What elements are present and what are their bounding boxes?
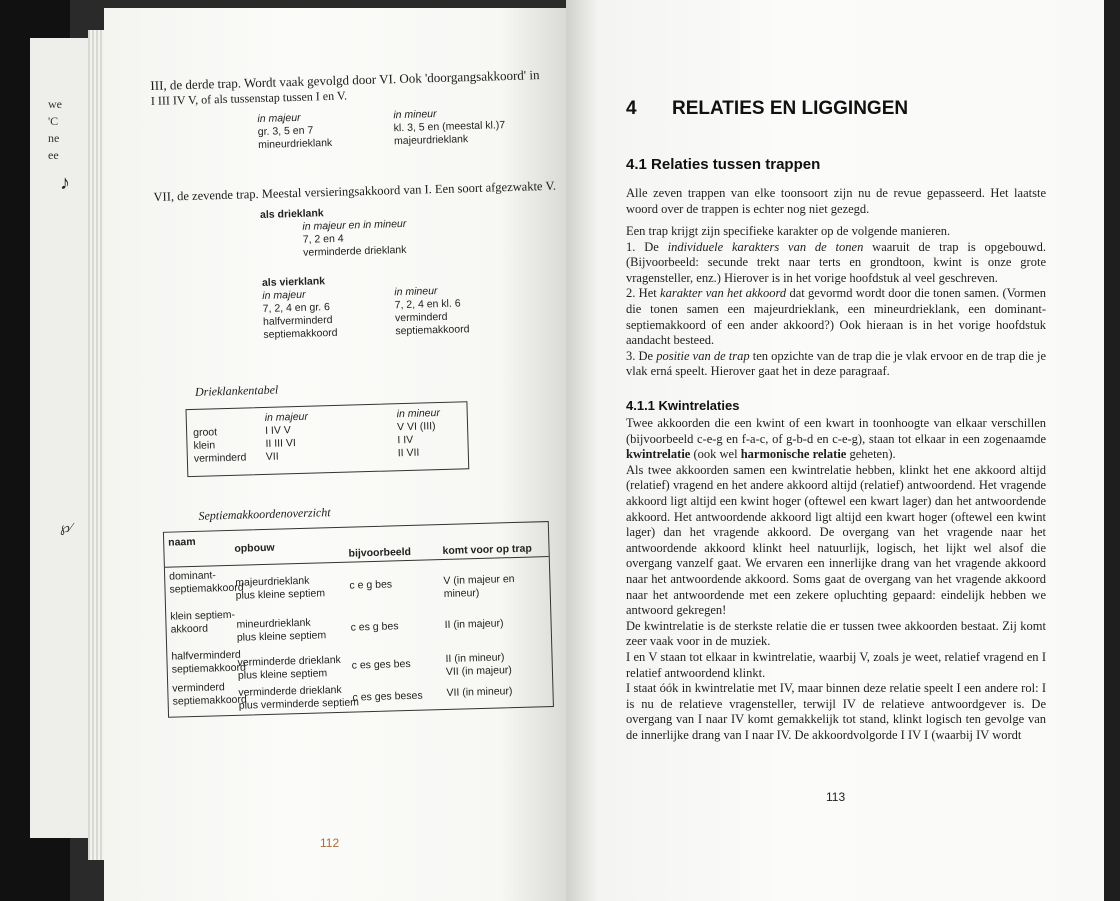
triad-label: in majeur en in mineur xyxy=(302,217,407,233)
previous-page-line: ne xyxy=(48,131,60,145)
body-paragraph: I en V staan tot elkaar in kwintrelatie, waarbij V, zoals je weet, relatief vragend en I relatief antwoordend klinkt. xyxy=(626,649,1046,680)
section-title: 4.1 Relaties tussen trappen xyxy=(626,156,821,173)
label-in-majeur: in majeur xyxy=(257,111,301,126)
triad-table-col-mineur: in mineur xyxy=(396,407,441,421)
header-komt-voor: komt voor op trap xyxy=(442,542,532,558)
tetrad-detail: verminderd xyxy=(394,310,448,325)
table-row xyxy=(172,681,247,709)
chord-name: septiemakkoord xyxy=(172,693,247,708)
item-text: waaruit de trap is opgebouwd. (Bijvoorbeeld: secunde trekt naar terts en grondtoon, kwint is onze grote vragensteller, enz.) Hierover is in het vorige hoofdstuk al veel geschreven. xyxy=(626,239,1046,285)
major-detail: mineurdrieklank xyxy=(257,136,333,152)
character-item-2 xyxy=(626,286,1046,348)
triad-table-title: Drieklankentabel xyxy=(194,382,279,399)
chord-degree xyxy=(446,685,512,700)
triad-row-label: groot xyxy=(192,426,218,439)
chord-build-line: verminderde drieklank xyxy=(237,653,342,669)
character-item-1 xyxy=(626,240,1046,287)
triad-row-minor: II VII xyxy=(397,446,420,460)
previous-page-line: we xyxy=(48,97,62,111)
table-row xyxy=(171,649,246,677)
chord-degree xyxy=(444,617,503,632)
chord-degree-line: VII (in majeur) xyxy=(445,664,513,678)
tetrad-major xyxy=(262,288,338,342)
body-paragraph: I staat óók in kwintrelatie met IV, maar binnen deze relatie speelt I een andere rol: I is nu de relatieve vragensteller, terwijl IV de relatieve antwoordgever is. De overgang van I naar IV komt gemakkelijk tot stand, klinkt logisch ten gevolge van de innerlijke drang van I naar IV. De akkoordvolgorde I IV I (waarbij IV wordt xyxy=(626,681,1046,742)
term-kwintrelatie: kwintrelatie xyxy=(626,447,691,462)
table-row xyxy=(169,569,244,597)
right-page-number: 113 xyxy=(826,790,846,804)
triad-heading: als drieklank xyxy=(259,207,324,221)
body-paragraph: De kwintrelatie is de sterkste relatie die er tussen twee akkoorden bestaat. Zij komt zeer vaak voor in de muziek. xyxy=(626,618,1046,649)
music-note-icon: ♪ xyxy=(60,172,70,194)
item-prefix: 2. Het xyxy=(626,286,661,301)
chapter-title: RELATIES EN LIGGINGEN xyxy=(672,98,909,119)
chord-example: c es ges beses xyxy=(352,689,423,704)
chord-name: halfverminderd xyxy=(171,648,241,663)
third-degree-line: III, de derde trap. Wordt vaak gevolgd door VI. Ook 'doorgangsakkoord' in xyxy=(150,67,540,93)
header-naam: naam xyxy=(168,535,196,549)
chord-build-line: majeurdrieklank xyxy=(235,574,310,589)
chord-name: septiemakkoord xyxy=(169,581,244,596)
tetrad-detail: halfverminderd xyxy=(262,314,333,328)
triad-detail: verminderde drieklank xyxy=(302,243,407,259)
minor-detail: kl. 3, 5 en (meestal kl.)7 xyxy=(393,119,506,135)
body-paragraph: Als twee akkoorden samen een kwintrelatie hebben, klinkt het ene akkoord altijd (relatief) vragend en het andere akkoord altijd (relatief) antwoordend. Het vragende akkoord ligt altijd een kwint hoger (oftewel een kwart lager) dan het antwoordende akkoord. Het antwoordende akkoord ligt altijd een kwart hoger (oftewel een kwint lager) dan het vragende akkoord. De overgang van het vragende naar het antwoordende akkoord klinkt heel natuurlijk, logisch, het lijkt wel alsof die overgang vanzelf gaat. We ervaren een innerlijke drang van het vragende akkoord naar het antwoordende akkoord. Soms gaat de overgang van het vragende akkoord naar het antwoordende met een zekere opluchting gepaard: eindelijk hebben we antwoord gekregen! xyxy=(626,462,1046,618)
tetrad-detail: 7, 2, 4 en kl. 6 xyxy=(394,297,461,312)
header-opbouw: opbouw xyxy=(234,541,275,555)
seventh-degree-paragraph: VII, de zevende trap. Meestal versieringsakkoord van I. Een soort afgezwakte V. xyxy=(153,178,557,204)
item-emphasis: individuele karakters van de tonen xyxy=(667,239,864,254)
pencil-mark: ℘∕ xyxy=(60,521,73,536)
right-shadow xyxy=(1104,0,1120,901)
triad-row-label: verminderd xyxy=(193,451,247,465)
previous-page-line: ee xyxy=(48,148,59,162)
item-prefix: 3. De xyxy=(626,348,657,363)
subsection-title: 4.1.1 Kwintrelaties xyxy=(626,398,740,413)
label-in-mineur: in mineur xyxy=(394,285,438,299)
triad-row-major: II III VI xyxy=(265,437,296,450)
chord-name: septiemakkoord xyxy=(171,661,247,676)
triad-table xyxy=(185,401,469,477)
triad-row-minor: I IV xyxy=(397,433,414,447)
definition-text: (ook wel xyxy=(690,447,741,462)
tetrad-minor xyxy=(394,284,470,338)
chord-build xyxy=(238,683,359,712)
chord-example: c e g bes xyxy=(349,578,393,592)
chord-name: akkoord xyxy=(170,622,209,636)
character-item-3 xyxy=(626,349,1046,380)
item-text: dat gevormd wordt door die tonen samen. (Vormen die tonen samen een majeurdrieklank, een mineurdrieklank, een dominant-septiemakkoord of een ander akkoord?) Ook hieraan is in het vorige hoofdstuk aandacht besteed. xyxy=(626,286,1046,348)
triad-table-col-majeur: in majeur xyxy=(264,410,309,424)
label-in-mineur: in mineur xyxy=(393,108,437,122)
item-emphasis: positie van de trap xyxy=(656,348,750,363)
chord-build-line: verminderde drieklank xyxy=(238,683,342,699)
chord-name: klein septiem- xyxy=(170,608,236,623)
item-text: ten opzichte van de trap die je vlak ervoor en de trap die je vlak erná speelt. Hierover gaat het in deze paragraaf. xyxy=(626,348,1046,379)
chord-degree-line: mineur) xyxy=(443,587,480,601)
item-emphasis: karakter van het akkoord xyxy=(660,286,787,301)
table-row xyxy=(170,609,235,637)
chord-build-line: mineurdrieklank xyxy=(236,616,311,631)
major-detail: gr. 3, 5 en 7 xyxy=(257,124,314,139)
previous-page-text xyxy=(48,96,62,164)
chord-build xyxy=(236,616,326,644)
triad-row-minor: V VI (III) xyxy=(396,420,436,434)
triad-row-major: VII xyxy=(265,450,279,463)
tetrad-heading: als vierklank xyxy=(261,275,326,289)
chord-degree-line: V (in majeur en xyxy=(443,573,515,588)
chord-build xyxy=(237,654,341,683)
term-harmonische-relatie: harmonische relatie xyxy=(740,447,847,462)
intro-paragraph xyxy=(626,186,1046,217)
chord-build-line: plus kleine septiem xyxy=(235,587,326,602)
label-in-majeur: in majeur xyxy=(262,288,306,302)
chord-degree-line: II (in mineur) xyxy=(445,651,505,665)
chord-degree xyxy=(445,651,512,679)
definition-text: geheten). xyxy=(846,447,896,462)
chord-build xyxy=(235,574,325,602)
item-prefix: 1. De xyxy=(626,239,668,254)
chord-name: verminderd xyxy=(172,681,225,695)
intro-text: Alle zeven trappen van elke toonsoort zijn nu de revue gepasseerd. Het laatste woord over de trappen is echter nog niet gezegd. xyxy=(626,186,1046,216)
chord-name: dominant- xyxy=(168,569,217,583)
third-degree-major xyxy=(257,111,332,152)
chapter-number: 4 xyxy=(626,98,637,119)
character-paragraph xyxy=(626,224,1046,380)
definition-paragraph xyxy=(626,416,1046,463)
previous-page-line: 'C xyxy=(48,114,59,128)
seventh-chord-table xyxy=(163,521,554,718)
triad-row-major: I IV V xyxy=(264,424,291,437)
triad-row-label: klein xyxy=(193,439,216,452)
chord-example: c es g bes xyxy=(350,620,399,634)
left-page-number: 112 xyxy=(320,836,340,850)
chord-example: c es ges bes xyxy=(351,657,411,672)
chord-degree xyxy=(443,573,515,601)
third-degree-minor xyxy=(393,106,506,148)
tetrad-detail: 7, 2, 4 en gr. 6 xyxy=(262,301,330,315)
tetrad-detail: septiemakkoord xyxy=(263,326,338,341)
seventh-triad xyxy=(260,205,407,261)
character-intro: Een trap krijgt zijn specifieke karakter op de volgende manieren. xyxy=(626,224,951,238)
tetrad-detail: septiemakkoord xyxy=(395,323,470,338)
chord-build-line: plus verminderde septiem xyxy=(238,696,360,712)
chord-build-line: plus kleine septiem xyxy=(237,667,328,682)
third-degree-line: I III IV V, of als tussenstap tussen I en V. xyxy=(150,88,348,108)
definition-text: Twee akkoorden die een kwint of een kwart in toonhoogte van elkaar verschillen (bijvoorbeeld c-e-g en f-a-c, of g-b-d en c-e-g), staan tot elkaar in een zogenaamde xyxy=(626,416,1046,446)
triad-detail: 7, 2 en 4 xyxy=(302,232,344,246)
seventh-table-title: Septiemakkoordenoverzicht xyxy=(198,505,331,523)
header-bijvoorbeeld: bijvoorbeeld xyxy=(348,545,412,560)
minor-detail: majeurdrieklank xyxy=(393,133,469,148)
chord-degree-line: II (in majeur) xyxy=(444,617,504,631)
chord-degree-line: VII (in mineur) xyxy=(446,685,513,699)
kwintrelatie-paragraphs xyxy=(626,416,1046,743)
chord-build-line: plus kleine septiem xyxy=(236,629,327,644)
